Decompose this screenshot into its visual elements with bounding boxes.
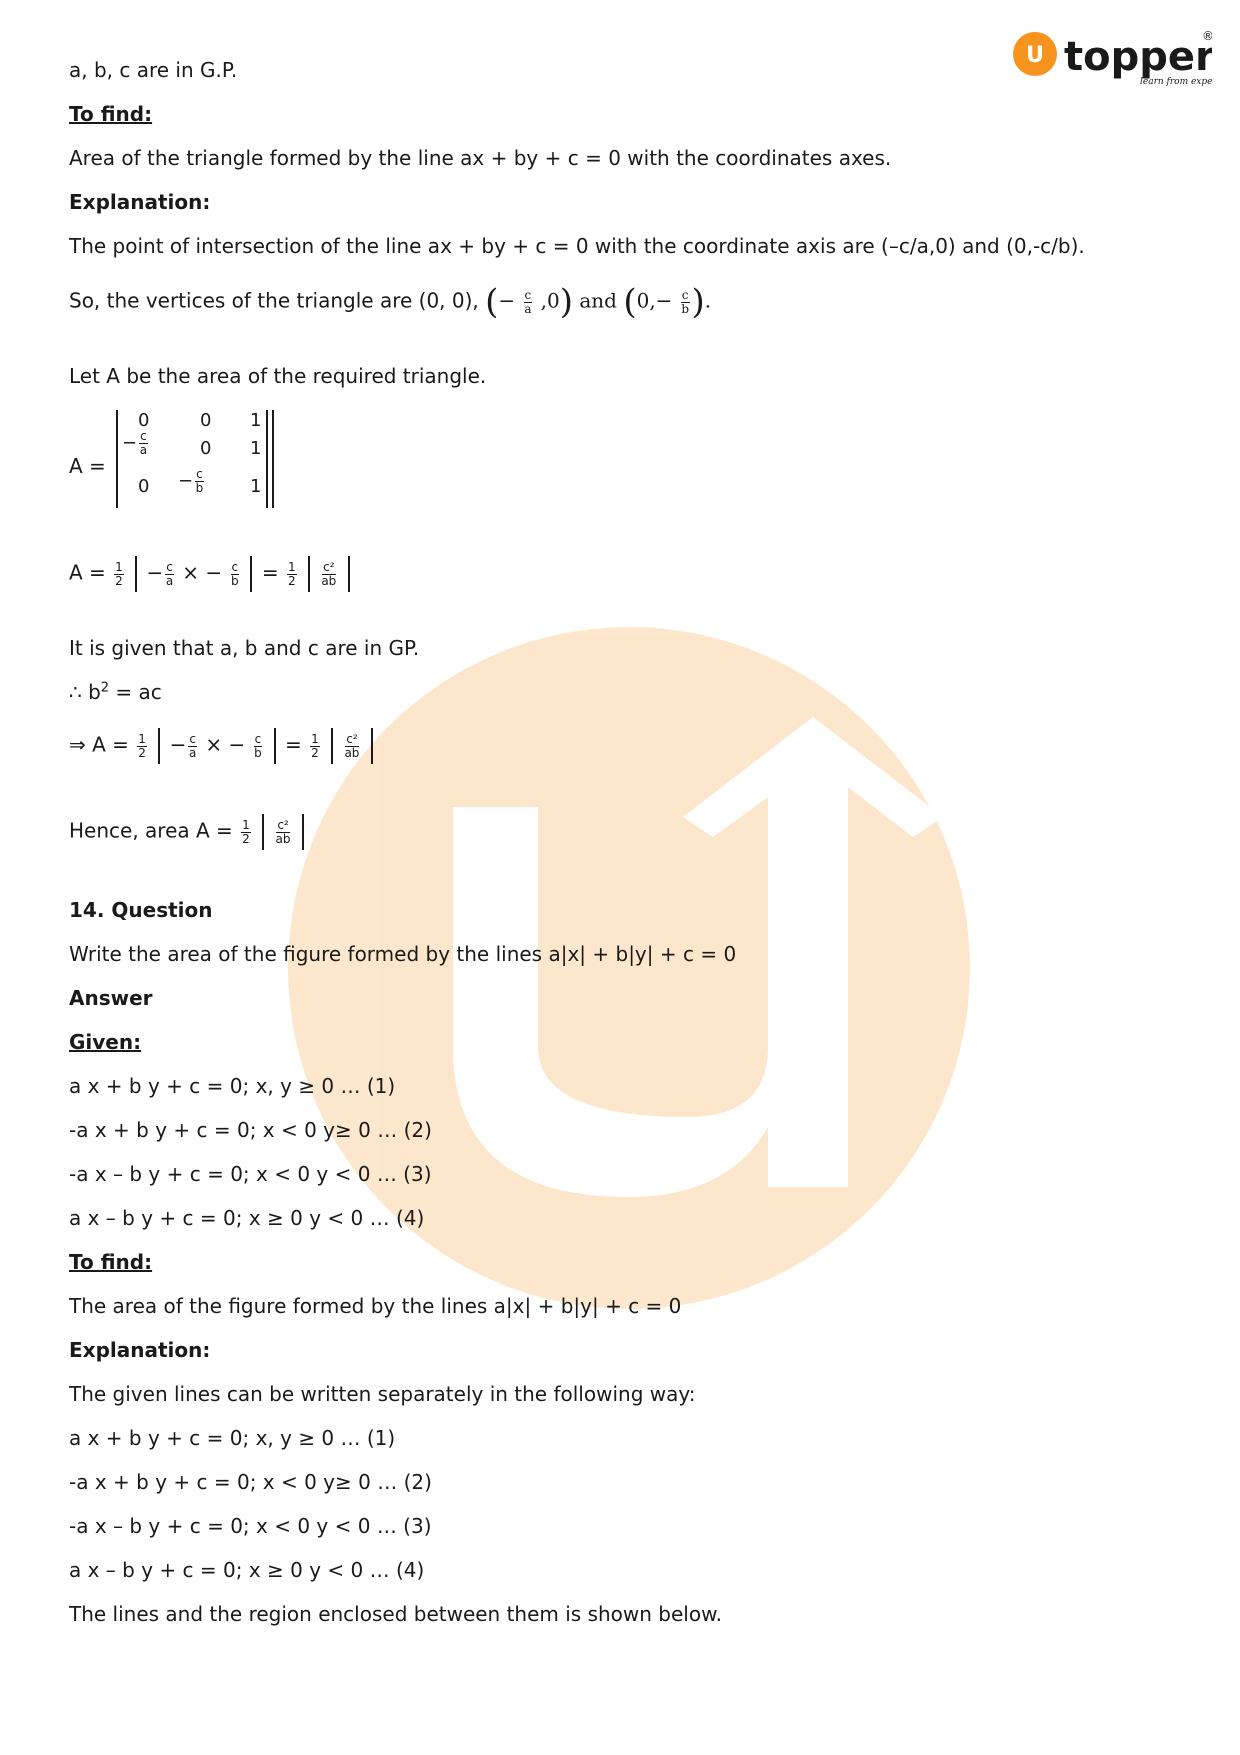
det-r3c3: 1: [250, 476, 262, 497]
logo-tagline: learn from expe: [1140, 77, 1212, 87]
logo-registered: ®: [1202, 29, 1212, 43]
answer-heading: Answer: [69, 986, 153, 1010]
det-r2c1: − $\frac{c}{a}$: [122, 429, 148, 457]
det-r2c3: 1: [250, 438, 262, 459]
det-r3c1: 0: [138, 476, 150, 497]
gp-given-text: It is given that a, b and c are in GP.: [69, 636, 420, 660]
explanation-heading-2: Explanation:: [69, 1338, 211, 1362]
explanation-heading: Explanation:: [69, 190, 211, 214]
given-eq-4: a x – b y + c = 0; x ≥ 0 y < 0 … (4): [69, 1206, 425, 1230]
a-equals-label: A =: [69, 454, 106, 478]
region-text: The lines and the region enclosed between them is shown below.: [69, 1602, 722, 1626]
to-find-text-2: The area of the figure formed by the lines a|x| + b|y| + c = 0: [69, 1294, 682, 1318]
explanation-text: The given lines can be written separately in the following way:: [69, 1382, 696, 1406]
to-find-heading-2: To find:: [69, 1250, 153, 1274]
det-r1c1: 0: [138, 410, 150, 431]
to-find-heading: To find:: [69, 102, 153, 126]
logo-brand-text: topper: [1064, 34, 1212, 80]
given-eq-1: a x + b y + c = 0; x, y ≥ 0 … (1): [69, 1074, 396, 1098]
explanation-eq-1: a x + b y + c = 0; x, y ≥ 0 … (1): [69, 1426, 396, 1450]
to-find-text: Area of the triangle formed by the line ax + by + c = 0 with the coordinates axes.: [69, 146, 892, 170]
explanation-eq-2: -a x + b y + c = 0; x < 0 y≥ 0 … (2): [69, 1470, 432, 1494]
intersection-text: The point of intersection of the line ax + by + c = 0 with the coordinate axis are (–c/a,0) and (0,-c/b).: [69, 234, 1085, 258]
given-eq-3: -a x – b y + c = 0; x < 0 y < 0 … (3): [69, 1162, 432, 1186]
det-r2c2: 0: [200, 438, 212, 459]
det-r1c3: 1: [250, 410, 262, 431]
vertices-line: So, the vertices of the triangle are (0, 0), (− $\frac{c}{a}$ ,0) and (0,− $\frac{c}{b}$ ).: [69, 282, 712, 322]
and-text: and: [579, 288, 617, 313]
let-a-text: Let A be the area of the required triangle.: [69, 364, 487, 388]
topper-logo: [1012, 28, 1212, 90]
vertices-text: So, the vertices of the triangle are (0, 0),: [69, 288, 479, 313]
explanation-eq-3: -a x – b y + c = 0; x < 0 y < 0 … (3): [69, 1514, 432, 1538]
b-squared-line: ∴ $b^2$ = ac: [69, 680, 162, 704]
question-14-text: Write the area of the figure formed by the lines a|x| + b|y| + c = 0: [69, 942, 737, 966]
hence-area-line: Hence, area A = $\frac{1}{2}$ $\frac{\text{c²}}{ab}$: [69, 814, 307, 850]
given-eq-2: -a x + b y + c = 0; x < 0 y≥ 0 … (2): [69, 1118, 432, 1142]
question-14-heading: 14. Question: [69, 898, 213, 922]
svg-text:U: U: [1026, 43, 1044, 68]
given-gp-text: a, b, c are in G.P.: [69, 58, 238, 82]
area-formula-2: ⇒ A = $\frac{1}{2}$ − $\frac{c}{a}$ × − $\frac{c}{b}$ = $\frac{1}{2}$ $\frac{\text{c²}}{ab}$: [69, 728, 376, 764]
area-formula-1: A = $\frac{1}{2}$ − $\frac{c}{a}$ × − $\frac{c}{b}$ = $\frac{1}{2}$ $\frac{\text{c²}}{ab}$: [69, 556, 353, 592]
det-r3c2: − $\frac{c}{b}$: [178, 467, 204, 495]
given-heading: Given:: [69, 1030, 142, 1054]
explanation-eq-4: a x – b y + c = 0; x ≥ 0 y < 0 … (4): [69, 1558, 425, 1582]
determinant-matrix: [116, 410, 274, 508]
det-r1c2: 0: [200, 410, 212, 431]
